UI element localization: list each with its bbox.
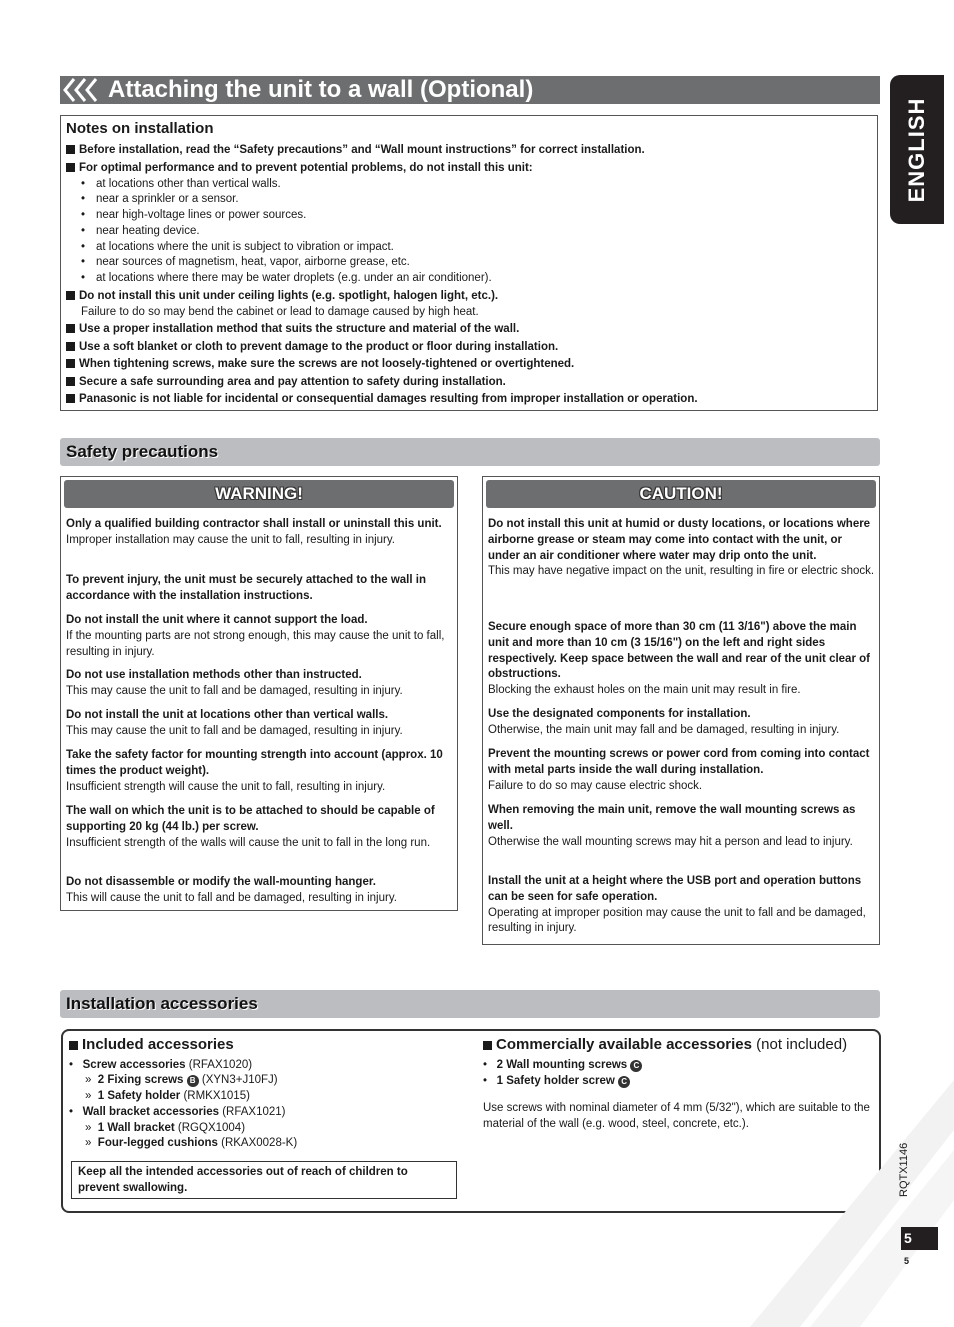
notes-item: For optimal performance and to prevent potential problems, do not install this unit: — [66, 162, 533, 174]
notes-bullet: • at locations where there may be water droplets (e.g. under an air conditioner). — [81, 272, 492, 284]
chevron-left-icon — [60, 76, 104, 104]
document-code: RQTX1146 — [898, 1142, 910, 1197]
badge-b-icon: B — [187, 1075, 199, 1087]
square-bullet-icon — [66, 377, 75, 386]
notes-bullet: • near high-voltage lines or power sources. — [81, 209, 307, 221]
section-header-safety — [60, 438, 880, 466]
badge-c-icon: C — [630, 1060, 642, 1072]
decorative-stripes — [740, 1040, 954, 1327]
warning-box — [60, 476, 458, 911]
notes-bullet: • at locations where the unit is subject to vibration or impact. — [81, 241, 394, 253]
notes-bullet: • near heating device. — [81, 225, 200, 237]
list-subitem: » 1 Wall bracket (RGQX1004) — [85, 1122, 246, 1134]
list-subitem: » 1 Safety holder (RMKX1015) — [85, 1090, 250, 1102]
included-heading: Included accessories — [69, 1036, 234, 1053]
notes-bullet: • near a sprinkler or a sensor. — [81, 193, 239, 205]
list-item: • 1 Safety holder screw C — [483, 1075, 630, 1088]
square-bullet-icon — [66, 342, 75, 351]
page-title: Attaching the unit to a wall (Optional) — [108, 76, 534, 103]
screw-note: Use screws with nominal diameter of 4 mm (5/32"), which are suitable to the material of the wall (e.g. wood, steel, concrete, etc.). — [483, 1102, 870, 1130]
language-tab-label: ENGLISH — [904, 97, 929, 202]
warning-item: The wall on which the unit is to be attached to should be capable of supporting 20 kg (44 lb.) per screw. Insufficient strength of the walls will cause the unit to fall in the long run. — [66, 805, 435, 849]
section-title: Safety precautions — [66, 442, 219, 461]
section-header-accessories — [60, 990, 880, 1018]
language-tab — [890, 75, 944, 224]
warning-item: Do not install the unit where it cannot support the load. If the mounting parts are not strong enough, this may cause the unit to fall, resulting in injury. — [66, 614, 445, 658]
square-bullet-icon — [66, 291, 75, 300]
page-title-bar — [60, 76, 880, 104]
square-bullet-icon — [66, 324, 75, 333]
notes-box — [60, 115, 878, 411]
warning-item: Do not install the unit at locations other than vertical walls. This may cause the unit to fall and be damaged, resulting in injury. — [66, 709, 403, 737]
section-title: Installation accessories — [66, 994, 258, 1013]
caution-item: When removing the main unit, remove the wall mounting screws as well. Otherwise the wall mounting screws may hit a person and lead to injury. — [488, 804, 856, 848]
notes-item: When tightening screws, make sure the screws are not loosely-tightened or overtightened. — [66, 358, 574, 370]
notes-item: Use a proper installation method that suits the structure and material of the wall. — [66, 323, 519, 335]
child-safety-note: Keep all the intended accessories out of reach of children to prevent swallowing. — [71, 1161, 457, 1199]
page-number-small: 5 — [904, 1256, 910, 1266]
notes-item: Use a soft blanket or cloth to prevent damage to the product or floor during installation. — [66, 341, 558, 353]
caution-item: Use the designated components for installation. Otherwise, the main unit may fall and be damaged, resulting in injury. — [488, 708, 840, 736]
square-bullet-icon — [66, 359, 75, 368]
square-bullet-icon — [483, 1041, 492, 1050]
square-bullet-icon — [66, 163, 75, 172]
caution-item: Secure enough space of more than 30 cm (11 3/16") above the main unit and more than 10 cm (3 15/16") on the left and right sides respectively. Keep space between the wall and rear of the unit clear of obstructions. Blocking the exhaust holes on the main unit may result in fire. — [488, 621, 870, 697]
warning-item: Take the safety factor for mounting strength into account (approx. 10 times the product weight). Insufficient strength will cause the unit to fall, resulting in injury. — [66, 749, 443, 793]
notes-item: Do not install this unit under ceiling lights (e.g. spotlight, halogen light, etc.). — [66, 290, 498, 302]
warning-item: Only a qualified building contractor shall install or uninstall this unit. Improper installation may cause the unit to fall, resulting in injury. — [66, 518, 442, 546]
commercial-heading: Commercially available accessories (not included) — [483, 1036, 847, 1053]
warning-item: Do not use installation methods other than instructed. This may cause the unit to fall and be damaged, resulting in injury. — [66, 669, 403, 697]
notes-bullet: • at locations other than vertical walls. — [81, 178, 281, 190]
notes-item: Before installation, read the “Safety precautions” and “Wall mount instructions” for correct installation. — [66, 144, 645, 156]
warning-item: Do not disassemble or modify the wall-mounting hanger. This will cause the unit to fall and be damaged, resulting in injury. — [66, 876, 397, 904]
warning-item: To prevent injury, the unit must be securely attached to the wall in accordance with the installation instructions. — [66, 574, 426, 602]
square-bullet-icon — [66, 394, 75, 403]
badge-c-icon: C — [618, 1076, 630, 1088]
square-bullet-icon — [66, 145, 75, 154]
list-subitem: » 2 Fixing screws B (XYN3+J10FJ) — [85, 1074, 278, 1086]
caution-item: Prevent the mounting screws or power cord from coming into contact with metal parts inside the wall during installation. Failure to do so may cause electric shock. — [488, 748, 870, 792]
warning-header: WARNING! — [64, 480, 454, 508]
caution-item: Do not install this unit at humid or dusty locations, or locations where airborne grease or steam may come into contact with the unit, or under an air conditioner where water may drip onto the unit. This may have negative impact on the unit, resulting in fire or electric shock. — [488, 518, 875, 578]
list-item: • 2 Wall mounting screws C — [483, 1059, 642, 1072]
notes-title: Notes on installation — [66, 120, 214, 137]
page-number: 5 — [901, 1227, 938, 1250]
list-item: • Wall bracket accessories (RFAX1021) — [69, 1106, 286, 1118]
caution-box — [482, 476, 880, 945]
list-subitem: » Four-legged cushions (RKAX0028-K) — [85, 1137, 298, 1149]
notes-item: Secure a safe surrounding area and pay attention to safety during installation. — [66, 376, 506, 388]
notes-item: Panasonic is not liable for incidental or consequential damages resulting from improper installation or operation. — [66, 393, 698, 405]
caution-item: Install the unit at a height where the USB port and operation buttons can be seen for safe operation. Operating at improper position may cause the unit to fall and be damaged, resulting in injury. — [488, 875, 866, 935]
notes-bullet: • near sources of magnetism, heat, vapor, airborne grease, etc. — [81, 256, 410, 268]
notes-subtext: Failure to do so may bend the cabinet or lead to damage caused by high heat. — [81, 306, 479, 318]
square-bullet-icon — [69, 1041, 78, 1050]
list-item: • Screw accessories (RFAX1020) — [69, 1059, 253, 1071]
caution-header: CAUTION! — [486, 480, 876, 508]
